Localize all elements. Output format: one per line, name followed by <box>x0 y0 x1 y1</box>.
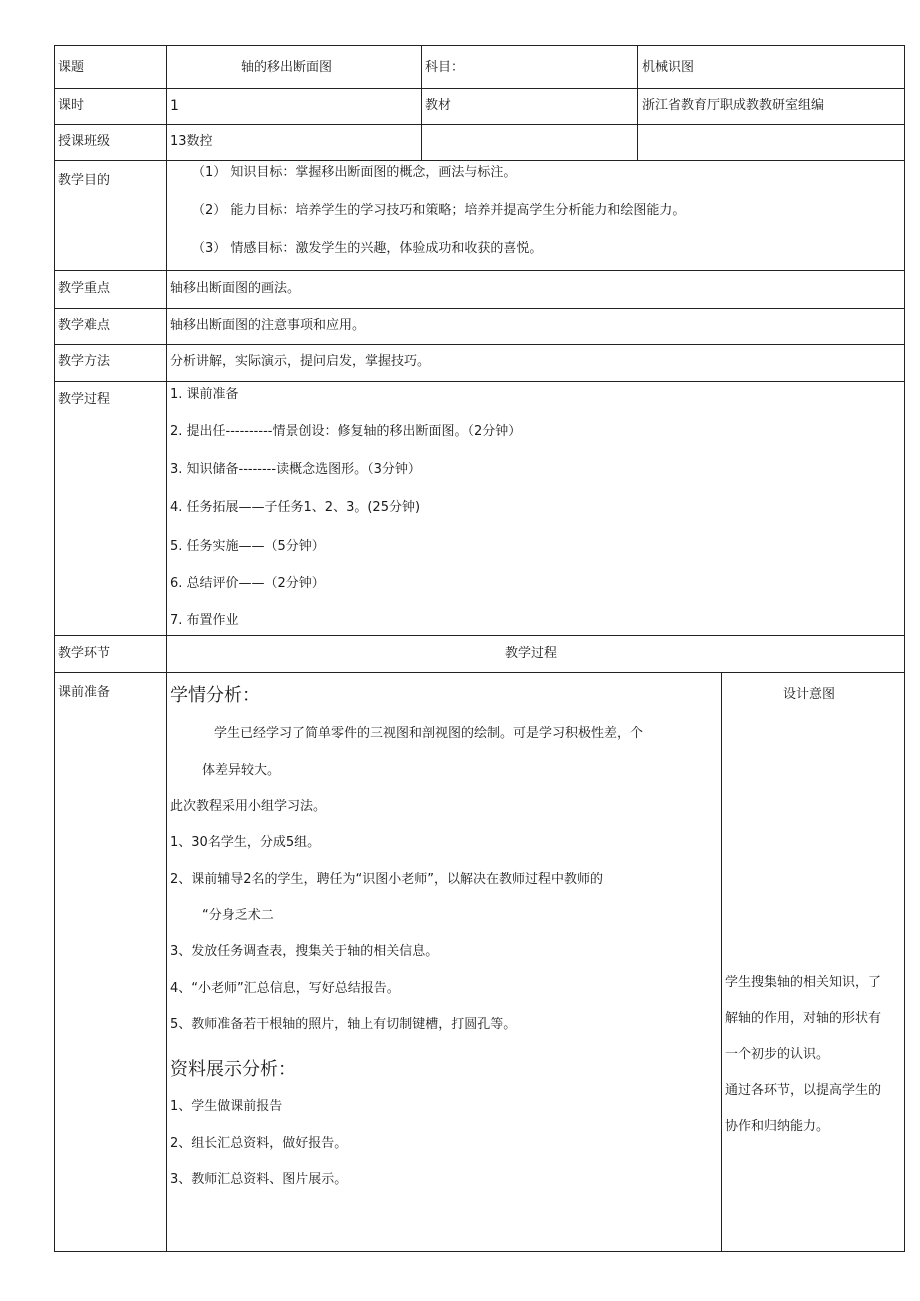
table-line <box>166 45 167 1252</box>
table-line <box>54 160 905 161</box>
process-step: 4. 任务拓展——子任务1、2、3。(25分钟) <box>170 500 421 515</box>
table-line <box>54 270 905 271</box>
process-step: 3. 知识储备--------读概念选图形。（3分钟） <box>170 462 421 477</box>
process-label: 教学过程 <box>58 392 111 407</box>
objective-item: （3） 情感目标：激发学生的兴趣，体验成功和收获的喜悦。 <box>192 241 543 256</box>
difficulty-label: 教学难点 <box>58 318 111 333</box>
prep-item: 1、30名学生，分成5组。 <box>170 835 321 850</box>
hours-label: 课时 <box>58 98 85 113</box>
design-line: 协作和归纳能力。 <box>725 1119 830 1134</box>
table-line <box>637 45 638 161</box>
analysis-line: 体差异较大。 <box>202 763 281 778</box>
subject-label: 科目： <box>425 60 465 75</box>
hours-value: 1 <box>170 98 179 114</box>
prep-item: “分身乏术二 <box>202 908 274 923</box>
method-label: 教学方法 <box>58 354 111 369</box>
table-line <box>54 308 905 309</box>
table-line <box>54 635 905 636</box>
table-line <box>904 45 905 1252</box>
key-point-label: 教学重点 <box>58 281 111 296</box>
analysis-line: 学生已经学习了简单零件的三视图和剖视图的绘制。可是学习积极性差，个 <box>214 726 644 741</box>
prep-label: 课前准备 <box>58 685 111 700</box>
process-step: 1. 课前准备 <box>170 387 239 402</box>
section-label: 教学环节 <box>58 646 111 661</box>
objective-item: （2） 能力目标：培养学生的学习技巧和策略；培养并提高学生分析能力和绘图能力。 <box>192 203 686 218</box>
topic-value: 轴的移出断面图 <box>241 60 333 75</box>
design-line: 学生搜集轴的相关知识，了 <box>725 975 882 990</box>
process-step: 5. 任务实施——（5分钟） <box>170 539 325 554</box>
table-line <box>54 45 905 46</box>
design-line: 一个初步的认识。 <box>725 1047 830 1062</box>
method-line: 此次教程采用小组学习法。 <box>170 799 327 814</box>
process-step: 2. 提出任----------情景创设：修复轴的移出断面图。（2分钟） <box>170 424 522 439</box>
prep-item: 3、发放任务调查表，搜集关于轴的相关信息。 <box>170 944 439 959</box>
table-line <box>54 45 55 1252</box>
display-item: 3、教师汇总资料、图片展示。 <box>170 1172 348 1187</box>
section-value: 教学过程 <box>505 646 558 661</box>
key-point-value: 轴移出断面图的画法。 <box>170 281 301 296</box>
design-line: 解轴的作用，对轴的形状有 <box>725 1011 882 1026</box>
table-line <box>421 45 422 161</box>
table-line <box>721 672 722 1252</box>
prep-item: 5、教师准备若干根轴的照片，轴上有切制键槽，打圆孔等。 <box>170 1017 517 1032</box>
textbook-label: 教材 <box>425 98 452 113</box>
table-line <box>54 124 905 125</box>
class-label: 授课班级 <box>58 134 111 149</box>
display-item: 2、组长汇总资料，做好报告。 <box>170 1136 348 1151</box>
display-title: 资料展示分析： <box>170 1059 296 1080</box>
class-value: 13数控 <box>170 134 213 149</box>
table-line <box>54 381 905 382</box>
table-line <box>54 672 905 673</box>
display-item: 1、学生做课前报告 <box>170 1099 283 1114</box>
difficulty-value: 轴移出断面图的注意事项和应用。 <box>170 318 366 333</box>
prep-item: 2、课前辅导2名的学生，聘任为“识图小老师”，以解决在教师过程中教师的 <box>170 872 604 887</box>
objectives-label: 教学目的 <box>58 173 111 188</box>
table-line <box>54 1251 905 1252</box>
objective-item: （1） 知识目标：掌握移出断面图的概念，画法与标注。 <box>192 165 517 180</box>
process-step: 6. 总结评价——（2分钟） <box>170 576 325 591</box>
process-step: 7. 布置作业 <box>170 613 239 628</box>
prep-item: 4、“小老师”汇总信息，写好总结报告。 <box>170 981 400 996</box>
analysis-title: 学情分析： <box>170 685 260 706</box>
design-title: 设计意图 <box>783 687 836 702</box>
table-line <box>54 88 905 89</box>
topic-label: 课题 <box>58 60 85 75</box>
design-line: 通过各环节，以提高学生的 <box>725 1083 882 1098</box>
subject-value: 机械识图 <box>642 60 695 75</box>
lesson-plan-table <box>54 45 905 1252</box>
textbook-value: 浙江省教育厅职成教教研室组编 <box>642 98 825 113</box>
table-line <box>54 344 905 345</box>
method-value: 分析讲解，实际演示，提问启发，掌握技巧。 <box>170 354 431 369</box>
